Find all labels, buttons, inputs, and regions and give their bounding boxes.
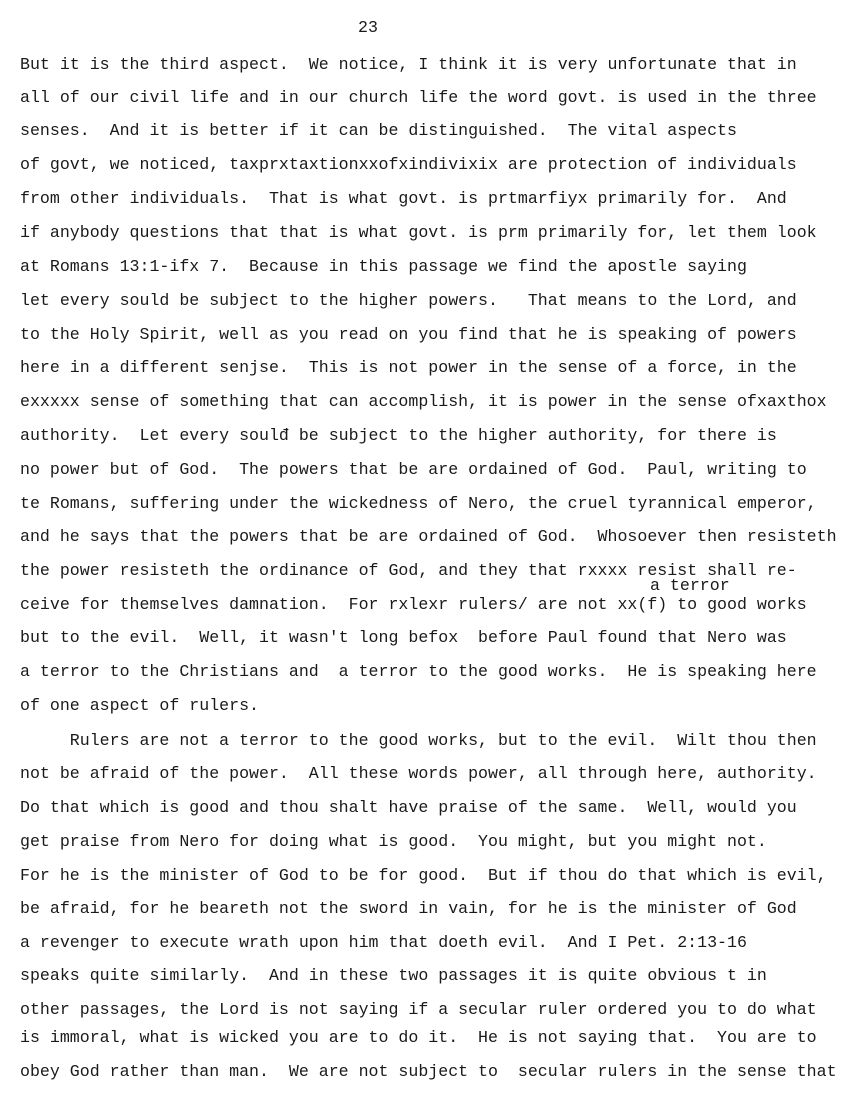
text-line: the power resisteth the ordinance of God, and they that rxxxx resist shall re- <box>20 561 797 580</box>
text-line: here in a different senjse. This is not power in the sense of a force, in the <box>20 358 797 377</box>
text-line: and he says that the powers that be are ordained of God. Whosoever then resisteth <box>20 527 837 546</box>
text-line: a revenger to execute wrath upon him that doeth evil. And I Pet. 2:13-16 <box>20 933 747 952</box>
text-line: is immoral, what is wicked you are to do it. He is not saying that. You are to <box>20 1028 817 1047</box>
text-line: authority. Let every soulđ be subject to the higher authority, for there is <box>20 426 777 445</box>
text-line: be afraid, for he beareth not the sword in vain, for he is the minister of God <box>20 899 797 918</box>
text-line: exxxxx sense of something that can accomplish, it is power in the sense ofxaxthox <box>20 392 827 411</box>
text-line: Do that which is good and thou shalt have praise of the same. Well, would you <box>20 798 797 817</box>
text-line: other passages, the Lord is not saying if a secular ruler ordered you to do what <box>20 1000 817 1019</box>
text-line: if anybody questions that that is what govt. is prm primarily for, let them look <box>20 223 817 242</box>
text-line: get praise from Nero for doing what is good. You might, but you might not. <box>20 832 767 851</box>
text-line: not be afraid of the power. All these words power, all through here, authority. <box>20 764 817 783</box>
text-line: let every sould be subject to the higher powers. That means to the Lord, and <box>20 291 797 310</box>
text-line: For he is the minister of God to be for good. But if thou do that which is evil, <box>20 866 827 885</box>
text-line: of one aspect of rulers. <box>20 696 259 715</box>
text-line: Rulers are not a terror to the good works, but to the evil. Wilt thou then <box>20 731 817 750</box>
text-line: But it is the third aspect. We notice, I think it is very unfortunate that in <box>20 55 797 74</box>
text-line: but to the evil. Well, it wasn't long befox before Paul found that Nero was <box>20 628 787 647</box>
text-line: of govt, we noticed, taxprxtaxtionxxofxindivixix are protection of individuals <box>20 155 797 174</box>
interlinear-insertion: a terror <box>650 576 730 595</box>
text-line: senses. And it is better if it can be distinguished. The vital aspects <box>20 121 737 140</box>
text-line: speaks quite similarly. And in these two passages it is quite obvious t in <box>20 966 767 985</box>
text-line: at Romans 13:1-ifx 7. Because in this passage we find the apostle saying <box>20 257 747 276</box>
text-line: from other individuals. That is what govt. is prtmarfiyx primarily for. And <box>20 189 787 208</box>
text-line: obey God rather than man. We are not subject to secular rulers in the sense that <box>20 1062 837 1081</box>
text-line: te Romans, suffering under the wickedness of Nero, the cruel tyrannical emperor, <box>20 494 817 513</box>
text-line: to the Holy Spirit, well as you read on you find that he is speaking of powers <box>20 325 797 344</box>
page-number: 23 <box>358 18 378 37</box>
text-line: ceive for themselves damnation. For rxlexr rulers/ are not xx(f) to good works <box>20 595 807 614</box>
text-line: no power but of God. The powers that be are ordained of God. Paul, writing to <box>20 460 807 479</box>
text-line: a terror to the Christians and a terror to the good works. He is speaking here <box>20 662 817 681</box>
text-line: all of our civil life and in our church life the word govt. is used in the three <box>20 88 817 107</box>
